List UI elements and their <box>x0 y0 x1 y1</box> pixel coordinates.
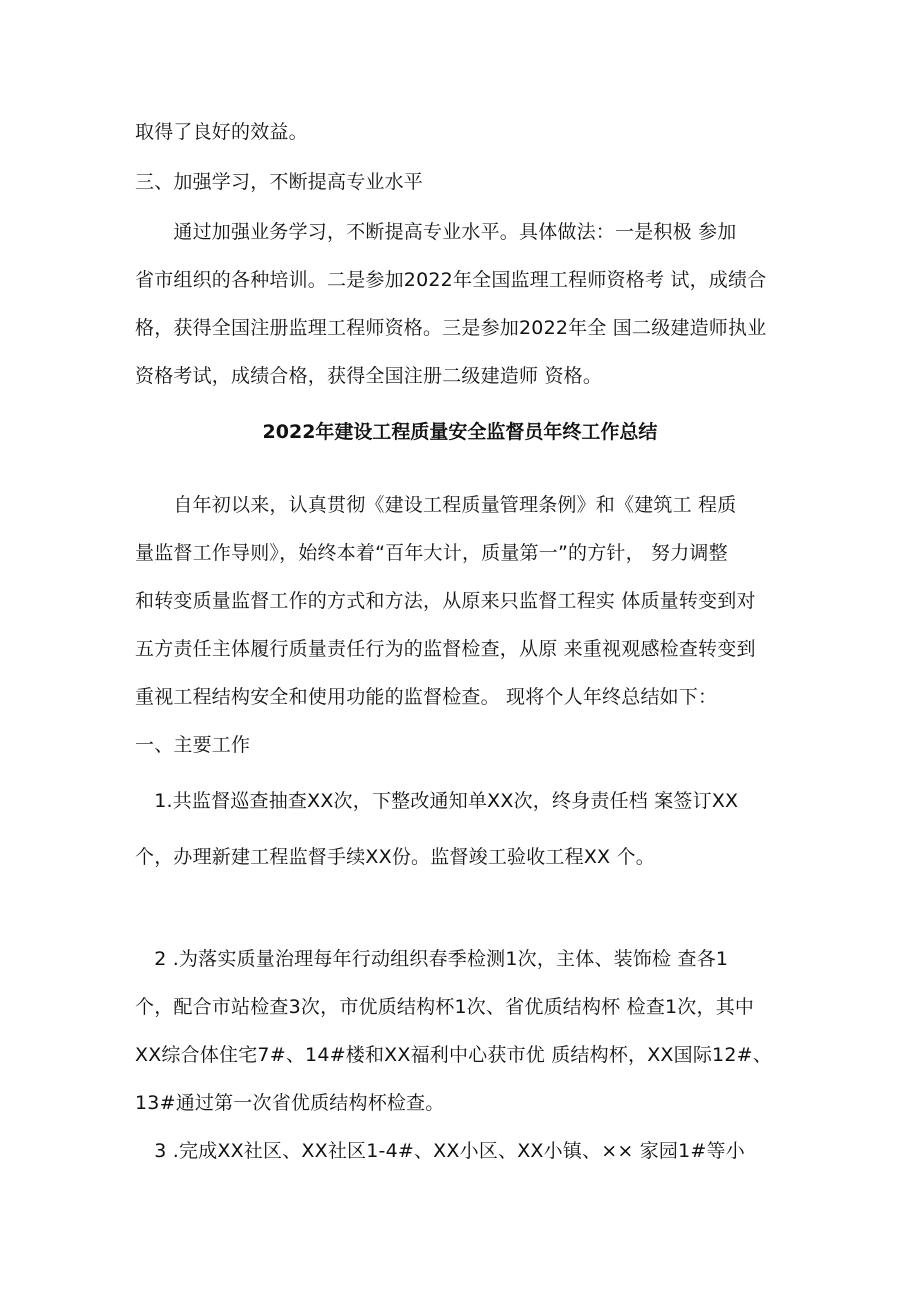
list-item-line: 2 .为落实质量治理每年行动组织春季检测1次，主体、装饰检 查各1 <box>135 948 729 970</box>
paragraph-line: 通过加强业务学习，不断提高专业水平。具体做法：一是积极 参加 <box>135 221 737 243</box>
list-item-line: 13#通过第一次省优质结构杯检查。 <box>135 1092 445 1114</box>
document-title: 2022年建设工程质量安全监督员年终工作总结 <box>262 421 658 443</box>
section-heading: 一、主要工作 <box>135 734 251 756</box>
list-item-line: 1.共监督巡查抽查XX次，下整改通知单XX次，终身责任档 案签订XX <box>135 790 739 812</box>
list-item-line: 3 .完成XX社区、XX社区1-4#、XX小区、XX小镇、×× 家园1#等小 <box>135 1140 745 1162</box>
paragraph-line: 格，获得全国注册监理工程师资格。三是参加2022年全 国二级建造师执业 <box>135 317 767 339</box>
paragraph-line: 五方责任主体履行质量责任行为的监督检查，从原 来重视观感检查转变到 <box>135 638 756 660</box>
paragraph-line: 自年初以来，认真贯彻《建设工程质量管理条例》和《建筑工 程质 <box>135 494 737 516</box>
paragraph-line: 重视工程结构安全和使用功能的监督检查。 现将个人年终总结如下： <box>135 686 718 708</box>
paragraph-line: 和转变质量监督工作的方式和方法，从原来只监督工程实 体质量转变到对 <box>135 590 756 612</box>
list-item-line: XX综合体住宅7#、14#楼和XX福利中心获市优 质结构杯，XX国际12#、 <box>135 1044 772 1066</box>
paragraph-line: 资格考试，成绩合格，获得全国注册二级建造师 资格。 <box>135 365 603 387</box>
paragraph-line: 量监督工作导则》，始终本着“百年大计，质量第一”的方针， 努力调整 <box>135 542 728 564</box>
list-item-line: 个，办理新建工程监督手续XX份。监督竣工验收工程XX 个。 <box>135 846 655 868</box>
paragraph-line: 取得了良好的效益。 <box>135 121 308 143</box>
section-heading: 三、加强学习，不断提高专业水平 <box>135 171 424 193</box>
list-item-line: 个，配合市站检查3次，市优质结构杯1次、省优质结构杯 检查1次，其中 <box>135 996 755 1018</box>
paragraph-line: 省市组织的各种培训。二是参加2022年全国监理工程师资格考 试，成绩合 <box>135 269 767 291</box>
